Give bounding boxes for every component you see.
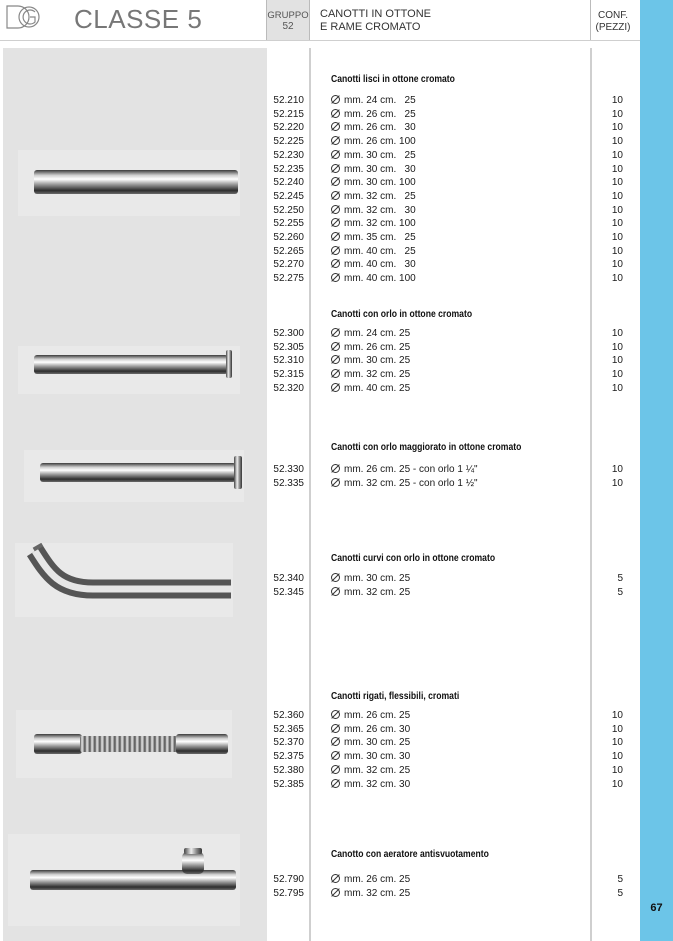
product-code: 52.250 [273, 204, 304, 216]
diameter-icon [331, 259, 340, 268]
product-description [331, 368, 410, 382]
page-number: 67 [650, 902, 663, 914]
side-band [640, 0, 673, 941]
description-text: mm. 26 cm. 25 - con orlo 1 ¼" [344, 464, 478, 475]
product-code: 52.215 [273, 108, 304, 120]
product-code: 52.380 [273, 764, 304, 776]
description-text: mm. 32 cm. 25 [344, 887, 411, 899]
category-line-1: CANOTTI IN OTTONE [320, 8, 432, 20]
product-description [331, 176, 416, 190]
product-code: 52.220 [273, 122, 304, 134]
product-code: 52.225 [273, 136, 304, 148]
diameter-icon [331, 150, 340, 159]
pack-quantity: 10 [611, 273, 623, 285]
pack-quantity: 10 [611, 464, 623, 475]
diameter-icon [331, 191, 340, 200]
product-code: 52.300 [273, 328, 304, 339]
pack-quantity: 10 [611, 710, 623, 721]
curved-tube-icon [15, 543, 233, 617]
product-description [331, 586, 410, 600]
diameter-icon [331, 205, 340, 214]
description-text: mm. 30 cm. 30 [344, 751, 411, 763]
section-title: Canotti lisci in ottone cromato [331, 73, 455, 85]
pack-quantity: 10 [611, 149, 623, 161]
product-description [331, 477, 478, 491]
diameter-icon [331, 232, 340, 241]
product-description [331, 750, 410, 764]
description-text: mm. 26 cm. 25 [344, 108, 416, 120]
description-text: mm. 32 cm. 30 [344, 778, 411, 790]
diameter-icon [331, 587, 340, 596]
pack-quantity: 10 [611, 136, 623, 148]
product-code: 52.240 [273, 177, 304, 189]
description-text: mm. 32 cm. 25 [344, 190, 416, 202]
product-code: 52.345 [273, 586, 304, 598]
product-code: 52.230 [273, 149, 304, 161]
product-code: 52.340 [273, 573, 304, 584]
product-code: 52.790 [273, 874, 304, 885]
description-text: mm. 40 cm. 30 [344, 259, 416, 271]
diameter-icon [331, 136, 340, 145]
product-description [331, 108, 416, 122]
pack-quantity: 10 [611, 218, 623, 230]
section-title: Canotti con orlo maggiorato in ottone cromato [331, 441, 522, 453]
product-code: 52.360 [273, 710, 304, 721]
product-code: 52.270 [273, 259, 304, 271]
product-description [331, 135, 416, 149]
product-code: 52.370 [273, 737, 304, 749]
product-description [331, 778, 410, 792]
conf-unit: (PEZZI) [595, 22, 631, 33]
product-code: 52.330 [273, 464, 304, 475]
diameter-icon [331, 779, 340, 788]
pack-quantity: 10 [611, 190, 623, 202]
section-title: Canotti curvi con orlo in ottone cromato [331, 552, 496, 564]
product-description [331, 258, 416, 272]
product-description [331, 723, 410, 737]
diameter-icon [331, 383, 340, 392]
diameter-icon [331, 751, 340, 760]
pack-quantity: 10 [611, 328, 623, 339]
description-text: mm. 30 cm. 30 [344, 163, 416, 175]
diameter-icon [331, 765, 340, 774]
diameter-icon [331, 573, 340, 582]
pack-quantity: 10 [611, 95, 623, 106]
product-code: 52.310 [273, 355, 304, 367]
diameter-icon [331, 246, 340, 255]
pack-quantity: 10 [611, 259, 623, 271]
product-code: 52.305 [273, 341, 304, 353]
product-code: 52.375 [273, 751, 304, 763]
description-text: mm. 32 cm. 25 [344, 586, 411, 598]
pack-quantity: 10 [611, 232, 623, 243]
pack-quantity: 5 [617, 573, 623, 584]
product-description [331, 231, 416, 245]
description-text: mm. 26 cm. 25 [344, 710, 411, 721]
conf-label: CONF. [598, 10, 628, 21]
product-description [331, 764, 410, 778]
corrugated-tube-icon [16, 710, 232, 778]
description-text: mm. 30 cm. 25 [344, 149, 416, 161]
product-description [331, 572, 410, 586]
pack-quantity: 10 [611, 723, 623, 735]
product-description [331, 341, 410, 355]
product-description [331, 204, 416, 218]
description-text: mm. 26 cm. 100 [344, 136, 416, 148]
brand-logo [4, 3, 46, 31]
product-code: 52.255 [273, 218, 304, 230]
product-code: 52.320 [273, 382, 304, 394]
product-code: 52.335 [273, 477, 304, 489]
pack-quantity: 10 [611, 177, 623, 189]
product-description [331, 736, 410, 750]
pack-quantity: 10 [611, 477, 623, 489]
diameter-icon [331, 122, 340, 131]
description-text: mm. 26 cm. 25 [344, 874, 411, 885]
aerator-tube-icon [8, 834, 240, 926]
pack-quantity: 10 [611, 122, 623, 134]
pack-quantity: 5 [617, 887, 623, 899]
description-text: mm. 24 cm. 25 [344, 95, 416, 106]
diameter-icon [331, 478, 340, 487]
description-text: mm. 30 cm. 25 [344, 573, 411, 584]
product-code: 52.235 [273, 163, 304, 175]
product-description [331, 245, 416, 259]
description-text: mm. 30 cm. 25 [344, 737, 411, 749]
description-text: mm. 32 cm. 25 [344, 764, 411, 776]
section-title: Canotti con orlo in ottone cromato [331, 308, 473, 320]
pack-quantity: 10 [611, 355, 623, 367]
diameter-icon [331, 342, 340, 351]
product-description [331, 463, 478, 477]
description-text: mm. 32 cm. 25 - con orlo 1 ½" [344, 477, 478, 489]
description-text: mm. 26 cm. 30 [344, 122, 416, 134]
straight-tube-icon [18, 150, 240, 216]
diameter-icon [331, 464, 340, 473]
description-text: mm. 32 cm. 30 [344, 204, 416, 216]
product-description [331, 94, 416, 108]
description-text: mm. 35 cm. 25 [344, 232, 416, 243]
product-description [331, 149, 416, 163]
product-description [331, 190, 416, 204]
classe-title: CLASSE 5 [74, 4, 203, 34]
product-description [331, 873, 410, 887]
pack-quantity: 10 [611, 382, 623, 394]
product-code: 52.210 [273, 95, 304, 106]
diameter-icon [331, 328, 340, 337]
description-text: mm. 40 cm. 100 [344, 273, 416, 285]
diameter-icon [331, 369, 340, 378]
header-rule [0, 40, 640, 41]
description-text: mm. 30 cm. 100 [344, 177, 416, 189]
product-code: 52.385 [273, 778, 304, 790]
diameter-icon [331, 273, 340, 282]
product-description [331, 272, 416, 286]
gruppo-number: 52 [282, 21, 294, 32]
description-text: mm. 40 cm. 25 [344, 382, 411, 394]
diameter-icon [331, 710, 340, 719]
pack-quantity: 10 [611, 764, 623, 776]
description-text: mm. 32 cm. 100 [344, 218, 416, 230]
product-description [331, 217, 416, 231]
section-title: Canotto con aeratore antisvuotamento [331, 848, 489, 860]
description-text: mm. 32 cm. 25 [344, 369, 411, 381]
flanged-tube-icon [18, 346, 240, 394]
pack-quantity: 10 [611, 204, 623, 216]
product-description [331, 709, 410, 723]
diameter-icon [331, 737, 340, 746]
section-title: Canotti rigati, flessibili, cromati [331, 690, 460, 702]
product-code: 52.275 [273, 273, 304, 285]
description-text: mm. 26 cm. 30 [344, 723, 411, 735]
product-code: 52.245 [273, 190, 304, 202]
pack-quantity: 10 [611, 751, 623, 763]
diameter-icon [331, 724, 340, 733]
product-description [331, 887, 410, 901]
diameter-icon [331, 874, 340, 883]
product-code: 52.315 [273, 369, 304, 381]
product-description [331, 382, 410, 396]
product-code: 52.365 [273, 723, 304, 735]
diameter-icon [331, 888, 340, 897]
product-code: 52.260 [273, 232, 304, 243]
description-text: mm. 26 cm. 25 [344, 341, 411, 353]
pack-quantity: 10 [611, 341, 623, 353]
pack-quantity: 10 [611, 245, 623, 257]
gruppo-label: GRUPPO [267, 10, 309, 21]
diameter-icon [331, 218, 340, 227]
product-description [331, 327, 410, 341]
diameter-icon [331, 355, 340, 364]
column-rule [309, 48, 311, 941]
pack-quantity: 10 [611, 778, 623, 790]
large-flange-tube-icon [24, 450, 244, 502]
pack-quantity: 10 [611, 369, 623, 381]
diameter-icon [331, 164, 340, 173]
diameter-icon [331, 109, 340, 118]
category-line-2: E RAME CROMATO [320, 21, 421, 33]
pack-quantity: 10 [611, 108, 623, 120]
description-text: mm. 40 cm. 25 [344, 245, 416, 257]
product-description [331, 163, 416, 177]
product-description [331, 121, 416, 135]
pack-quantity: 10 [611, 163, 623, 175]
product-code: 52.265 [273, 245, 304, 257]
diameter-icon [331, 95, 340, 104]
header-divider [309, 0, 310, 40]
description-text: mm. 24 cm. 25 [344, 328, 411, 339]
column-rule [590, 48, 592, 941]
product-description [331, 354, 410, 368]
pack-quantity: 10 [611, 737, 623, 749]
pack-quantity: 5 [617, 874, 623, 885]
diameter-icon [331, 177, 340, 186]
description-text: mm. 30 cm. 25 [344, 355, 411, 367]
product-code: 52.795 [273, 887, 304, 899]
pack-quantity: 5 [617, 586, 623, 598]
